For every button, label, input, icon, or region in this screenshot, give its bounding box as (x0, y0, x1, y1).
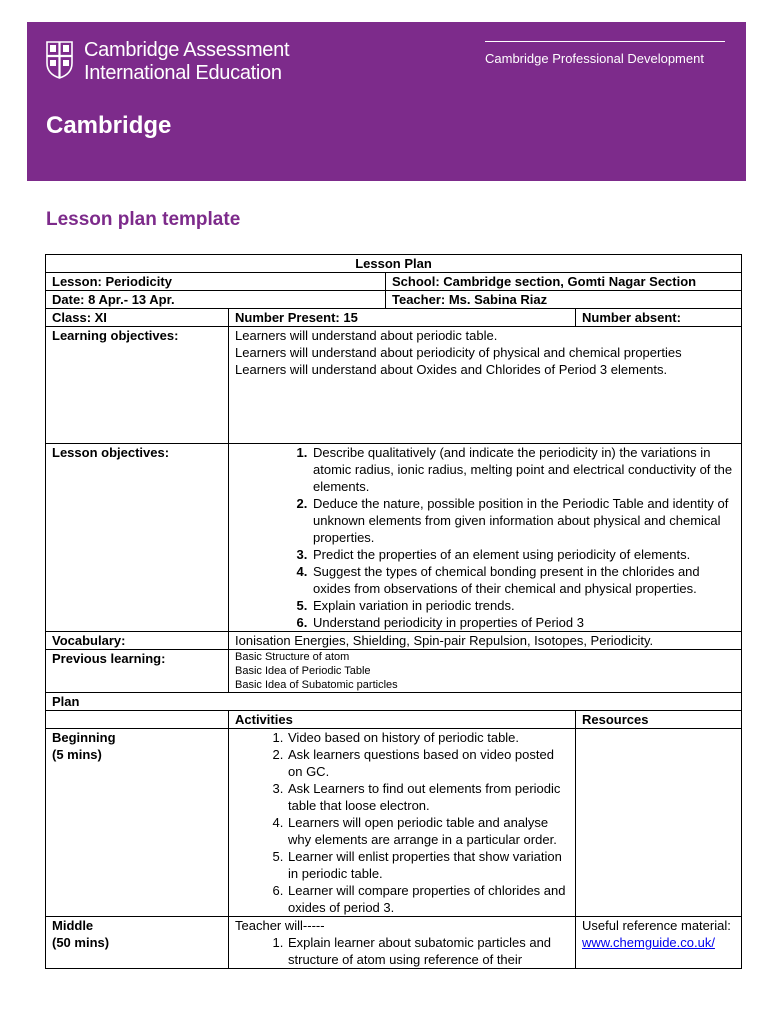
lesson-objectives-label: Lesson objectives: (46, 444, 229, 632)
table-row (46, 255, 742, 273)
lesson-cell: Lesson: Periodicity (46, 273, 386, 291)
list-item: 3. Ask Learners to find out elements from periodic table that loose electron. (287, 780, 569, 814)
vocabulary-label: Vocabulary: (46, 632, 229, 650)
list-item: 2. Ask learners questions based on video posted on GC. (287, 746, 569, 780)
table-row (46, 729, 742, 917)
resource-text: Useful reference material: (582, 918, 731, 933)
list-item: 6. Understand periodicity in properties of Period 3 (311, 614, 735, 631)
teacher-cell: Teacher: Ms. Sabina Riaz (386, 291, 742, 309)
table-row (46, 917, 742, 969)
middle-activities-list (235, 934, 569, 968)
beginning-activities-cell (229, 729, 576, 917)
list-item: 2. Deduce the nature, possible position in the Periodic Table and identity of unknown elements from given information about physical and chemical properties. (311, 495, 735, 546)
middle-intro: Teacher will----- (235, 918, 325, 933)
lesson-objectives-list (235, 444, 735, 631)
empty-cell (46, 711, 229, 729)
middle-stage-cell (46, 917, 229, 969)
number-present-cell: Number Present: 15 (229, 309, 576, 327)
org-name-line2: International Education (84, 62, 282, 84)
chemguide-link[interactable]: www.chemguide.co.uk/ (582, 935, 715, 950)
table-row (46, 444, 742, 632)
beginning-resources-cell (576, 729, 742, 917)
stage-label: Beginning (52, 730, 116, 745)
lesson-objectives-cell (229, 444, 742, 632)
table-row (46, 632, 742, 650)
division-name: Cambridge Professional Development (485, 51, 704, 66)
list-item: 5. Learner will enlist properties that show variation in periodic table. (287, 848, 569, 882)
org-name-line1: Cambridge Assessment (84, 39, 290, 61)
learning-objectives-label: Learning objectives: (46, 327, 229, 444)
table-row (46, 309, 742, 327)
stage-time: (5 mins) (52, 747, 102, 762)
lesson-plan-table (45, 254, 742, 969)
header-divider (485, 41, 725, 42)
header-banner (27, 22, 746, 181)
stage-label: Middle (52, 918, 94, 933)
previous-learning-item: Basic Idea of Periodic Table (235, 665, 371, 677)
list-item: 4. Learners will open periodic table and analyse why elements are arrange in a particular order. (287, 814, 569, 848)
school-cell: School: Cambridge section, Gomti Nagar Section (386, 273, 742, 291)
plan-label: Plan (46, 693, 742, 711)
previous-learning-label: Previous learning: (46, 650, 229, 693)
table-row (46, 693, 742, 711)
vocabulary-cell: Ionisation Energies, Shielding, Spin-pair Repulsion, Isotopes, Periodicity. (229, 632, 742, 650)
list-item: 5. Explain variation in periodic trends. (311, 597, 735, 614)
list-item: 1. Explain learner about subatomic particles and structure of atom using reference of their (287, 934, 569, 968)
table-row (46, 273, 742, 291)
previous-learning-item: Basic Idea of Subatomic particles (235, 679, 398, 691)
list-item: 4. Suggest the types of chemical bonding present in the chlorides and oxides from observations of their chemical and physical properties. (311, 563, 735, 597)
beginning-stage-cell (46, 729, 229, 917)
date-cell: Date: 8 Apr.- 13 Apr. (46, 291, 386, 309)
plan-heading: Lesson Plan (46, 255, 742, 273)
list-item: 6. Learner will compare properties of chlorides and oxides of period 3. (287, 882, 569, 916)
number-absent-cell: Number absent: (576, 309, 742, 327)
stage-time: (50 mins) (52, 935, 110, 950)
cambridge-shield-icon (46, 41, 73, 79)
class-cell: Class: XI (46, 309, 229, 327)
previous-learning-cell (229, 650, 742, 693)
table-row (46, 327, 742, 444)
activities-header: Activities (229, 711, 576, 729)
previous-learning-item: Basic Structure of atom (235, 651, 350, 663)
learning-objectives-cell (229, 327, 742, 444)
brand-title: Cambridge (46, 112, 172, 139)
list-item: 1. Video based on history of periodic table. (287, 729, 569, 746)
learning-objective: Learners will understand about Oxides and Chlorides of Period 3 elements. (235, 362, 668, 377)
middle-activities-cell (229, 917, 576, 969)
learning-objective: Learners will understand about periodic table. (235, 328, 498, 343)
table-row (46, 291, 742, 309)
list-item: 1. Describe qualitatively (and indicate the periodicity in) the variations in atomic radius, ionic radius, melting point and electrical conductivity of the elements. (311, 444, 735, 495)
beginning-activities-list (235, 729, 569, 916)
table-row (46, 711, 742, 729)
page-title: Lesson plan template (46, 209, 241, 230)
learning-objective: Learners will understand about periodicity of physical and chemical properties (235, 345, 682, 360)
middle-resources-cell (576, 917, 742, 969)
table-row (46, 650, 742, 693)
resources-header: Resources (576, 711, 742, 729)
list-item: 3. Predict the properties of an element using periodicity of elements. (311, 546, 735, 563)
